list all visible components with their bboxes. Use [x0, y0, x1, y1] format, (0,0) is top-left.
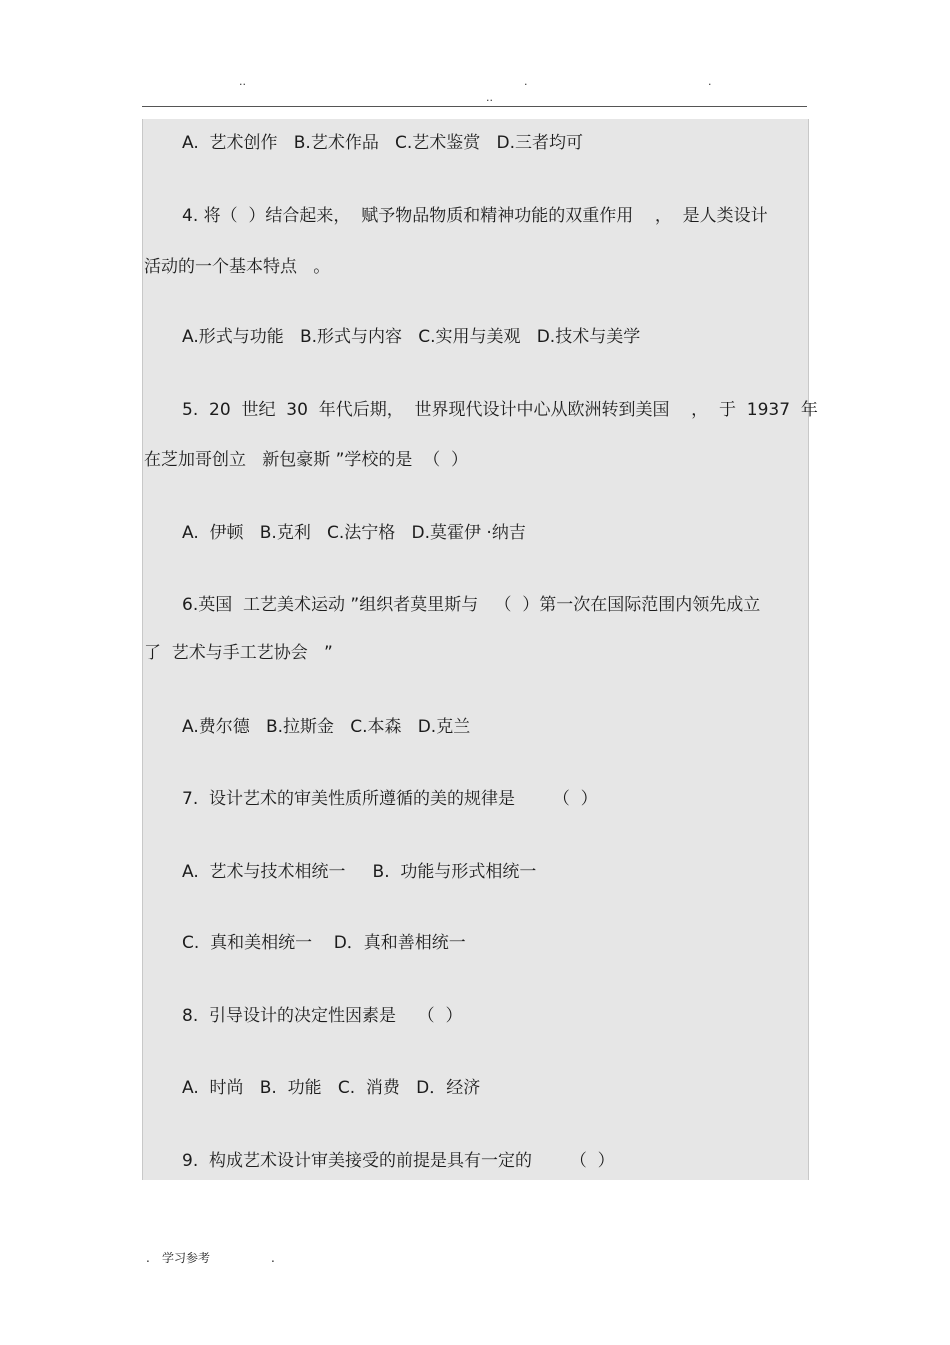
- header-dot: ..: [486, 91, 493, 104]
- question-4-line-1: 4. 将（ ）结合起来， 赋予物品物质和精神功能的双重作用 ， 是人类设计: [182, 206, 768, 226]
- footer-dot: .: [271, 1251, 275, 1265]
- footer-dot: .: [146, 1251, 150, 1265]
- header-dot: ..: [239, 75, 246, 88]
- header-rule: [142, 106, 807, 107]
- footer-text: 学习参考: [162, 1251, 211, 1265]
- header-dot: .: [524, 75, 528, 88]
- option-line-q7-a: A. 艺术与技术相统一 B. 功能与形式相统一: [182, 862, 537, 882]
- option-line-q6: A.费尔德 B.拉斯金 C.本森 D.克兰: [182, 717, 471, 737]
- question-5-line-1: 5. 20 世纪 30 年代后期， 世界现代设计中心从欧洲转到美国 ， 于 1937 年: [182, 400, 818, 420]
- option-line-q8: A. 时尚 B. 功能 C. 消费 D．经济: [182, 1078, 481, 1098]
- question-8: 8. 引导设计的决定性因素是 （ ）: [182, 1006, 463, 1026]
- option-line-q5: A. 伊顿 B.克利 C.法宁格 D.莫霍伊 ·纳吉: [182, 523, 526, 543]
- question-7: 7. 设计艺术的审美性质所遵循的美的规律是 （ ）: [182, 789, 598, 809]
- option-line-q4: A.形式与功能 B.形式与内容 C.实用与美观 D.技术与美学: [182, 327, 641, 347]
- question-6-line-2: 了 艺术与手工艺协会 ”: [144, 643, 333, 663]
- option-line-q7-b: C. 真和美相统一 D．真和善相统一: [182, 933, 466, 953]
- question-9: 9. 构成艺术设计审美接受的前提是具有一定的 （ ）: [182, 1151, 615, 1171]
- header-dot: .: [708, 75, 712, 88]
- question-6-line-1: 6.英国 工艺美术运动 ”组织者莫里斯与 （ ）第一次在国际范围内领先成立: [182, 595, 761, 615]
- question-4-line-2: 活动的一个基本特点 。: [144, 257, 331, 277]
- option-line-q3: A. 艺术创作 B.艺术作品 C.艺术鉴赏 D.三者均可: [182, 133, 584, 153]
- question-5-line-2: 在芝加哥创立 新包豪斯 ”学校的是 （ ）: [144, 450, 469, 470]
